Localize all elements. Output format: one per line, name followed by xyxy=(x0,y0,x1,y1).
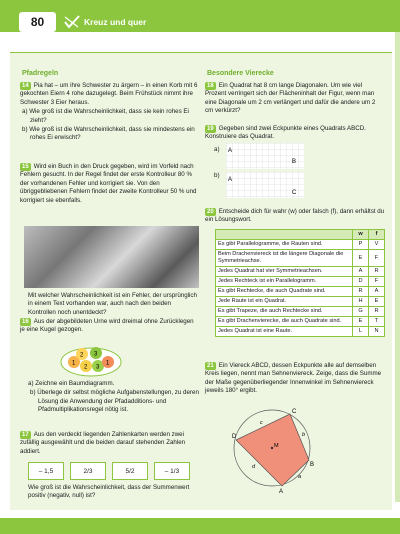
task-number: 18 xyxy=(207,83,214,89)
center-label: M xyxy=(274,443,279,449)
task-text: Ein Viereck ABCD, dessen Eckpunkte alle auf demselben Kreis liegen, nennt man Sehnenviereck. Zeige, dass die Summe der Maße gegenüberliegender Innenwinkel im Sehnenviereck jeweils 180° ergibt. xyxy=(205,362,382,395)
true-false-table xyxy=(215,229,385,337)
statement: Es gibt Trapeze, die auch Rechtecke sind. xyxy=(216,307,353,317)
task-part-a: a) Wie groß ist die Wahrscheinlichkeit, dass sie kein rohes Ei zieht? xyxy=(22,108,189,124)
grid-a xyxy=(226,143,304,169)
letter-w: P xyxy=(353,240,369,250)
task-14 xyxy=(20,82,200,143)
task-21 xyxy=(205,362,385,396)
task-text: Entscheide dich für wahr (w) oder falsch (f), dann erhältst du ein Lösungswort. xyxy=(205,208,385,224)
task-19-label-b: b) xyxy=(214,172,220,179)
task-number: 16 xyxy=(22,319,29,325)
statement: Jede Raute ist ein Quadrat. xyxy=(216,297,353,307)
statement: Es gibt Drachenvierecke, die auch Quadrate sind. xyxy=(216,317,353,327)
side-band xyxy=(395,32,400,502)
letter-f: E xyxy=(369,297,385,307)
header-bar xyxy=(0,0,400,32)
urn-ball-label: 1 xyxy=(72,360,76,367)
page-number: 80 xyxy=(19,12,56,32)
cyclic-quadrilateral-figure xyxy=(232,404,314,494)
task-16-parts xyxy=(28,380,200,415)
task-part-a: a) Zeichne ein Baumdiagramm. xyxy=(28,380,115,387)
book-glasses-photo xyxy=(24,226,199,288)
task-number: 15 xyxy=(22,164,29,170)
letter-w: E xyxy=(353,250,369,267)
task-text: Wird ein Buch in den Druck gegeben, wird im Vorfeld nach Fehlern gesucht. In der Regel findet der erste Kontrolleur 80 % der vorhandenen Fehler und korrigiert sie. Von den übriggebliebenen Fehlern findet der zweite Kontrolleur 50 % und korrigiert sie ebenfalls. xyxy=(20,163,197,204)
side-label: c xyxy=(260,420,263,426)
letter-f: R xyxy=(369,267,385,277)
number-cards xyxy=(28,462,190,480)
letter-f: R xyxy=(369,307,385,317)
task-15-question xyxy=(28,292,200,317)
number-card: – 1,5 xyxy=(28,462,64,480)
task-text: Aus den verdeckt liegenden Zahlenkarten werden zwei zufällig ausgewählt und die beiden darauf stehenden Zahlen addiert. xyxy=(20,431,186,455)
task-number: 19 xyxy=(207,126,214,132)
letter-w: A xyxy=(353,267,369,277)
statement: Jedes Rechteck ist ein Parallelogramm. xyxy=(216,277,353,287)
letter-w: E xyxy=(353,317,369,327)
urn-ball-label: 3 xyxy=(94,351,98,358)
task-number: 17 xyxy=(22,432,29,438)
vertex-label: C xyxy=(292,409,297,415)
letter-f: N xyxy=(369,327,385,337)
page-title: Kreuz und quer xyxy=(84,17,147,27)
task-17 xyxy=(20,431,200,456)
urn-ball-label: 1 xyxy=(106,360,110,367)
letter-f: A xyxy=(369,287,385,297)
urn-ball-label: 2 xyxy=(80,352,84,359)
task-text: Ein Quadrat hat 8 cm lange Diagonalen. Um wie viel Prozent verringert sich der Flächeninhalt der Figur, wenn man eine Diagonale um 2 cm verlängert und dafür die andere um 2 cm verkürzt? xyxy=(205,82,376,115)
statement: Beim Drachenviereck ist die längere Diagonale die Symmetrieachse. xyxy=(216,250,353,267)
task-part-b: b) Wie groß ist die Wahrscheinlichkeit, dass sie mindestens ein rohes Ei erwischt? xyxy=(22,126,195,142)
letter-f: V xyxy=(369,240,385,250)
point-label: C xyxy=(292,190,297,196)
side-label: a xyxy=(298,474,302,480)
number-card: 2/3 xyxy=(70,462,106,480)
task-part-b: b) Überlege dir selbst mögliche Aufgabenstellungen, zu deren Lösung die Anwendung der Pfadadditions- und Pfadmultiplikationsregel nötig ist. xyxy=(30,389,199,414)
statement: Es gibt Rechtecke, die auch Quadrate sind. xyxy=(216,287,353,297)
vertex-label: B xyxy=(310,462,314,468)
grid-b xyxy=(226,172,304,198)
side-label: b xyxy=(302,432,306,438)
col-f: f xyxy=(369,230,385,240)
task-question: Wie groß ist die Wahrscheinlichkeit, dass der Summenwert positiv (negativ, null) ist? xyxy=(28,484,190,500)
task-number: 14 xyxy=(22,83,29,89)
number-card: 5/2 xyxy=(112,462,148,480)
panel-top-rule xyxy=(10,52,392,53)
number-card: – 1/3 xyxy=(154,462,190,480)
statement: Jedes Quadrat hat vier Symmetrieachsen. xyxy=(216,267,353,277)
task-20 xyxy=(205,208,385,225)
letter-f: T xyxy=(369,317,385,327)
point-label: A xyxy=(228,148,233,154)
vertex-label: A xyxy=(279,489,284,494)
urn-ball-label: 2 xyxy=(84,364,88,371)
letter-w: G xyxy=(353,307,369,317)
side-label: d xyxy=(252,464,256,470)
section-title-vierecke: Besondere Vierecke xyxy=(207,70,274,77)
task-15 xyxy=(20,163,200,205)
urn-illustration xyxy=(58,340,124,378)
urn-ball-label: 3 xyxy=(96,364,100,371)
letter-w: D xyxy=(353,277,369,287)
letter-f: F xyxy=(369,277,385,287)
task-number: 21 xyxy=(207,363,214,369)
section-title-pfadregeln: Pfadregeln xyxy=(22,70,59,77)
letter-w: L xyxy=(353,327,369,337)
task-text: Gegeben sind zwei Eckpunkte eines Quadrats ABCD. Konstruiere das Quadrat. xyxy=(205,125,366,141)
task-18 xyxy=(205,82,385,116)
col-w: w xyxy=(353,230,369,240)
statement: Jedes Quadrat ist eine Raute. xyxy=(216,327,353,337)
point-label: A xyxy=(228,177,233,183)
letter-f: F xyxy=(369,250,385,267)
statement: Es gibt Parallelogramme, die Rauten sind. xyxy=(216,240,353,250)
task-17-question xyxy=(28,484,200,501)
letter-w: R xyxy=(353,287,369,297)
task-16 xyxy=(20,318,200,335)
task-19-label-a: a) xyxy=(214,146,220,153)
task-question: Mit welcher Wahrscheinlichkeit ist ein Fehler, der ursprünglich in einem Text vorhanden war, auch nach den beiden Kontrollen noch unentdeckt? xyxy=(28,292,197,316)
point-label: B xyxy=(292,159,297,165)
letter-w: H xyxy=(353,297,369,307)
task-number: 20 xyxy=(207,209,214,215)
task-19 xyxy=(205,125,385,142)
task-text: Aus der abgebildeten Urne wird dreimal ohne Zurücklegen je eine Kugel gezogen. xyxy=(20,318,194,334)
footer-bar xyxy=(0,518,400,534)
task-text: Pia hat – um ihre Schwester zu ärgern – in einen Korb mit 6 gekochten Eiern 4 rohe dazugelegt. Beim Frühstück nimmt ihre Schwester 3 Eier heraus. xyxy=(20,82,198,106)
vertex-label: D xyxy=(232,434,237,440)
crossed-checkmarks-icon xyxy=(64,15,80,29)
